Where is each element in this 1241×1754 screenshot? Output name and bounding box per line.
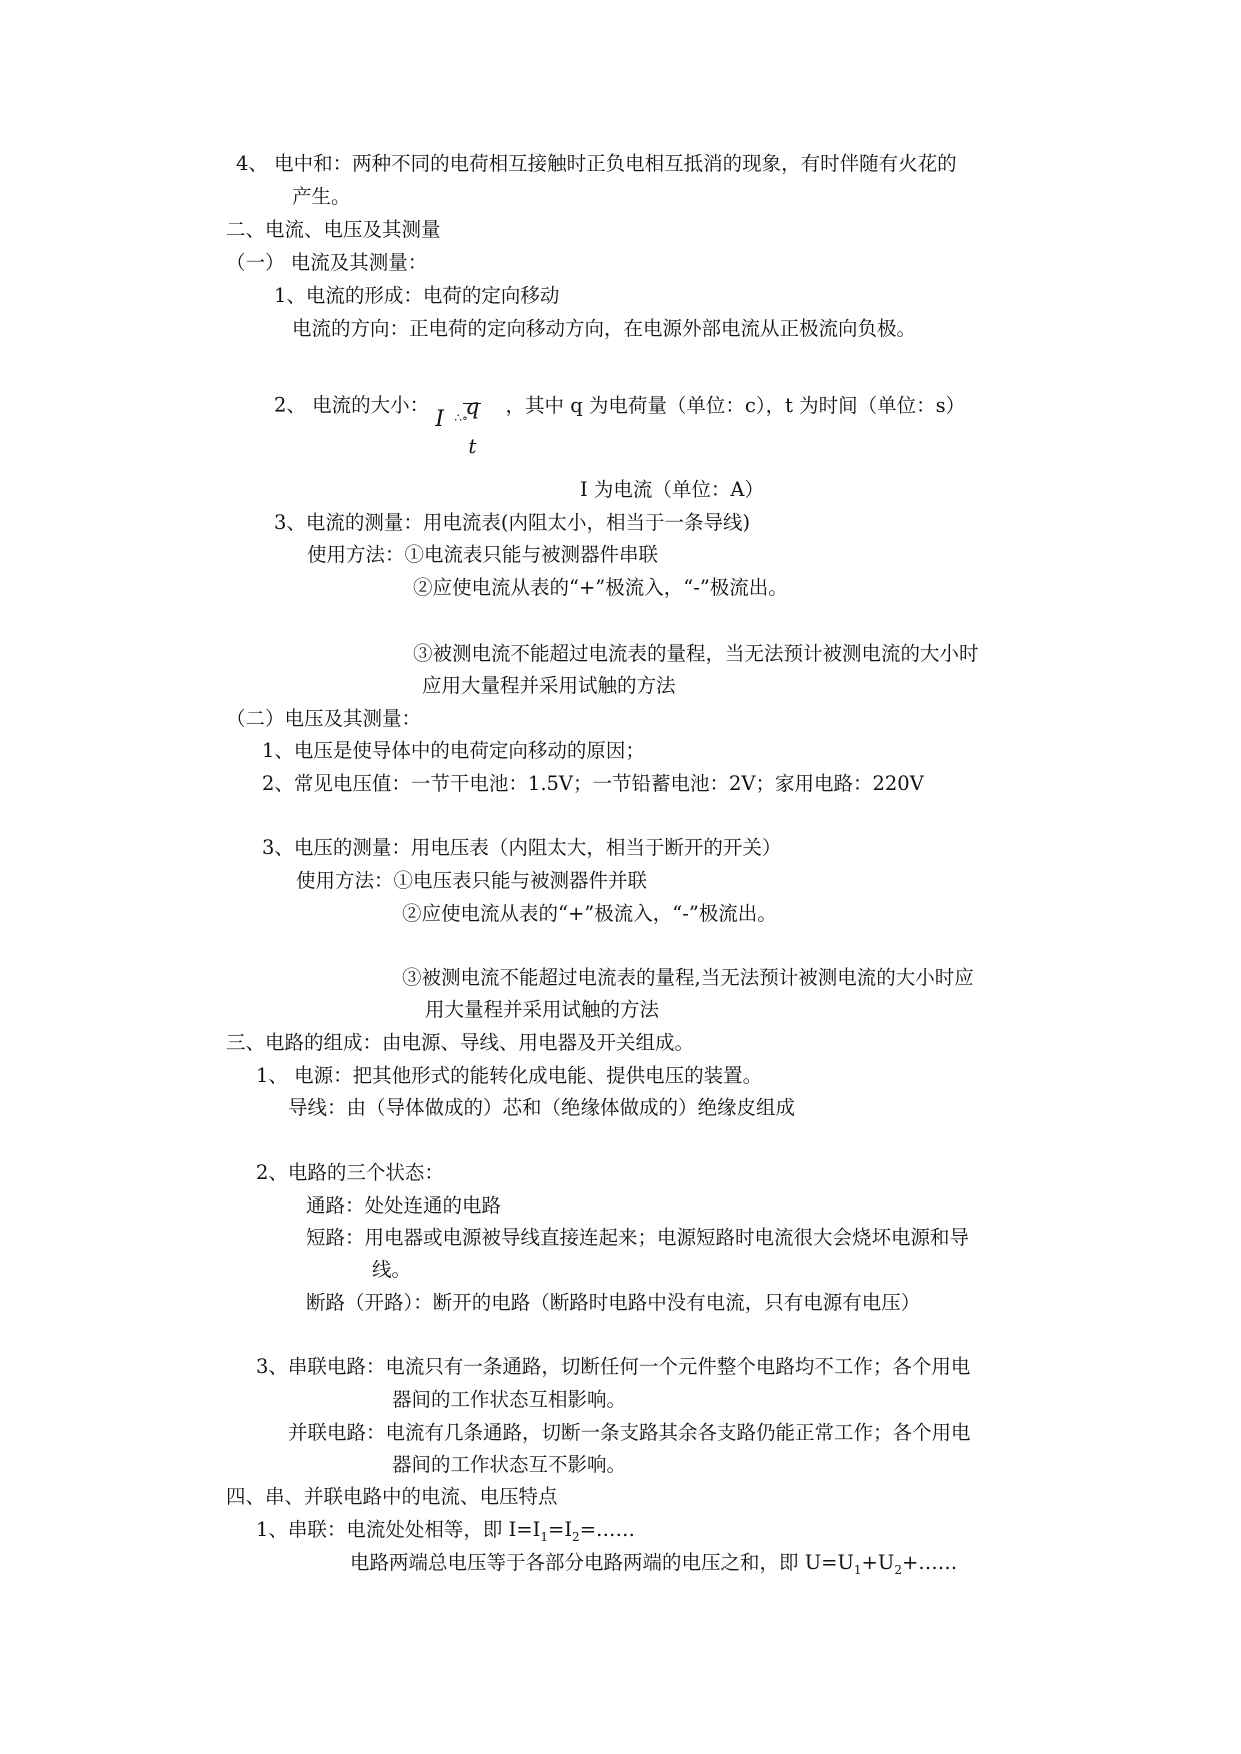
current-magnitude-label: 2、 电流的大小： bbox=[274, 393, 430, 417]
subscript-u2: 2 bbox=[894, 1562, 902, 1577]
series-circuit-cont: 器间的工作状态互相影响。 bbox=[392, 1388, 627, 1411]
voltmeter-usage-1: 使用方法：①电压表只能与被测器件并联 bbox=[296, 869, 648, 892]
voltmeter-usage-3: ③被测电流不能超过电流表的量程,当无法预计被测电流的大小时应 bbox=[402, 966, 974, 989]
common-voltages: 2、常见电压值：一节干电池：1.5V；一节铅蓄电池：2V；家用电路：220V bbox=[262, 772, 924, 795]
plus-ellipsis-tail: +…… bbox=[901, 1551, 958, 1574]
subsection-1-heading: （一） 电流及其测量： bbox=[226, 251, 428, 274]
power-source: 1、 电源：把其他形式的能转化成电能、提供电压的装置。 bbox=[256, 1064, 763, 1087]
voltage-measurement: 3、电压的测量：用电压表（内阻太大，相当于断开的开关） bbox=[262, 836, 782, 859]
current-direction: 电流的方向：正电荷的定向移动方向，在电源外部电流从正极流向负极。 bbox=[292, 317, 917, 340]
ammeter-usage-1: 使用方法：①电流表只能与被测器件串联 bbox=[307, 543, 659, 566]
series-current-equation bbox=[256, 1518, 635, 1542]
series-current-text: 1、串联：电流处处相等，即 I=I bbox=[256, 1518, 541, 1541]
subscript-1: 1 bbox=[540, 1529, 548, 1544]
formula-q: q bbox=[465, 394, 480, 420]
subscript-u1: 1 bbox=[853, 1562, 862, 1577]
U-letter: U bbox=[877, 1551, 895, 1574]
current-formation: 1、电流的形成：电荷的定向移动 bbox=[274, 284, 560, 307]
series-voltage-text: 电路两端总电压等于各部分电路两端的电压之和，即 U=U bbox=[350, 1551, 854, 1574]
formula-glyph: ∴∘ bbox=[454, 410, 468, 425]
I-letter: I bbox=[564, 1518, 573, 1541]
open-circuit: 断路（开路）：断开的电路（断路时电路中没有电流，只有电源有电压） bbox=[306, 1291, 921, 1314]
series-circuit: 3、串联电路：电流只有一条通路，切断任何一个元件整个电路均不工作；各个用电 bbox=[256, 1355, 971, 1378]
section-4-heading: 四、串、并联电路中的电流、电压特点 bbox=[226, 1485, 558, 1508]
short-circuit: 短路：用电器或电源被导线直接连起来；电源短路时电流很大会烧坏电源和导 bbox=[306, 1226, 970, 1249]
current-magnitude-line bbox=[274, 370, 966, 458]
equals-sign: = bbox=[548, 1518, 565, 1541]
parallel-circuit: 并联电路：电流有几条通路，切断一条支路其余各支路仍能正常工作；各个用电 bbox=[288, 1421, 971, 1444]
item-4-continuation: 产生。 bbox=[292, 185, 351, 208]
formula-t: t bbox=[468, 433, 477, 458]
three-states-heading: 2、电路的三个状态： bbox=[256, 1161, 444, 1184]
subscript-2: 2 bbox=[572, 1529, 580, 1544]
voltmeter-usage-2: ②应使电流从表的“+”极流入，“-”极流出。 bbox=[402, 902, 777, 925]
short-circuit-cont: 线。 bbox=[372, 1258, 412, 1281]
current-measurement: 3、电流的测量：用电流表(内阻太小，相当于一条导线) bbox=[274, 511, 751, 534]
section-2-heading: 二、电流、电压及其测量 bbox=[226, 218, 441, 241]
fraction-bar bbox=[463, 403, 481, 404]
item-4-charge-neutralization: 4、 电中和：两种不同的电荷相互接触时正负电相互抵消的现象，有时伴随有火花的 bbox=[236, 152, 957, 175]
section-3-heading: 三、电路的组成：由电源、导线、用电器及开关组成。 bbox=[226, 1031, 695, 1054]
closed-circuit: 通路：处处连通的电路 bbox=[306, 1194, 502, 1217]
ammeter-usage-3: ③被测电流不能超过电流表的量程，当无法预计被测电流的大小时 bbox=[413, 642, 979, 665]
wire: 导线：由（导体做成的）芯和（绝缘体做成的）绝缘皮组成 bbox=[288, 1096, 796, 1119]
series-voltage-equation bbox=[350, 1551, 957, 1575]
current-formula bbox=[435, 371, 485, 458]
formula-I: I bbox=[435, 406, 445, 432]
subsection-2-heading: （二）电压及其测量： bbox=[226, 707, 422, 730]
voltmeter-usage-3-cont: 用大量程并采用试触的方法 bbox=[425, 998, 660, 1021]
ellipsis-tail: =…… bbox=[579, 1518, 636, 1541]
current-magnitude-desc: ，其中 q 为电荷量（单位：c），t 为时间（单位：s） bbox=[505, 393, 966, 417]
parallel-circuit-cont: 器间的工作状态互不影响。 bbox=[392, 1453, 627, 1476]
plus-sign: + bbox=[861, 1551, 878, 1574]
ammeter-usage-2: ②应使电流从表的“+”极流入，“-”极流出。 bbox=[413, 576, 788, 599]
voltage-cause: 1、电压是使导体中的电荷定向移动的原因； bbox=[262, 739, 645, 762]
ammeter-usage-3-cont: 应用大量程并采用试触的方法 bbox=[422, 674, 676, 697]
current-unit: I 为电流（单位：A） bbox=[580, 478, 764, 501]
